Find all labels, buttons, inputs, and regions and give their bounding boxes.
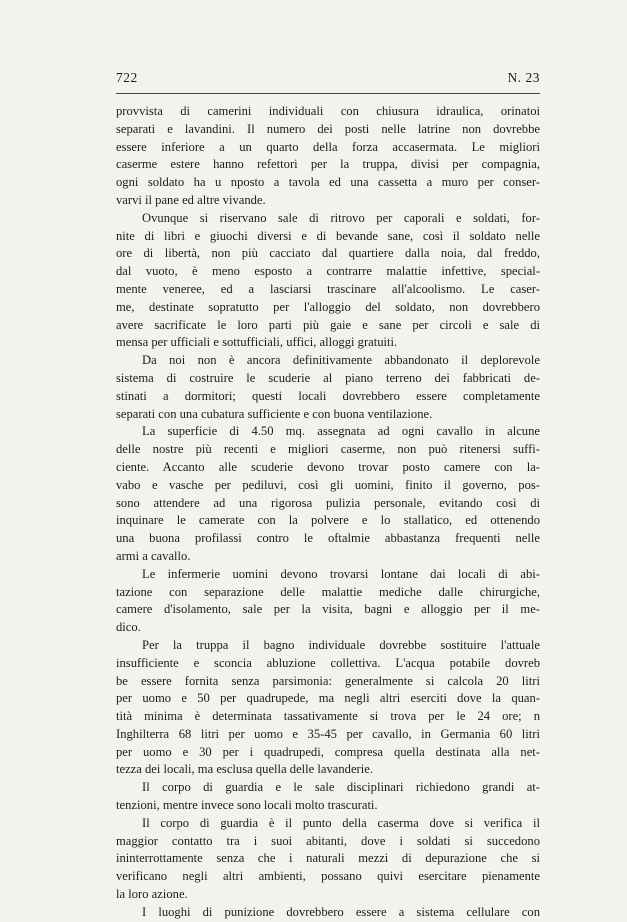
body-text [116, 103, 540, 922]
text-line: sistema di costruire le scuderie al piano terreno dei fabbricati de- [116, 370, 540, 385]
text-line: tenzioni, mentre invece sono locali molto trascurati. [116, 798, 378, 813]
text-line: caserme estere hanno refettori per la truppa, divisi per compagnia, [116, 157, 540, 172]
text-line: separati con una cubatura sufficiente e con buona ventilazione. [116, 406, 433, 421]
text-line: tazione con separazione delle malattie mediche dalle chirurgiche, [116, 584, 540, 599]
text-line: Il corpo di guardia e le sale disciplinari richiedono grandi at- [142, 780, 540, 795]
text-line: essere inferiore a un quarto della forza accasermata. Le migliori [116, 139, 540, 154]
text-line: ore di libertà, non più cacciato dal quartiere dalla noia, dal freddo, [116, 246, 540, 261]
text-line: insufficiente e sconcia abluzione collettiva. L'acqua potabile dovreb [116, 655, 540, 670]
text-line: Da noi non è ancora definitivamente abbandonato il deplorevole [142, 353, 540, 368]
text-line: tità minima è determinata tassativamente si trova per le 24 ore; n [116, 709, 540, 724]
text-line: avere sacrificate le loro parti più gaie e sane per circoli e sale di [116, 317, 540, 332]
text-line: camere d'isolamento, sale per la visita, bagni e alloggio per il me- [116, 602, 540, 617]
text-line: be essere fornita senza parsimonia: generalmente si calcola 20 litri [116, 673, 540, 688]
text-line: armi a cavallo. [116, 548, 191, 563]
text-line: maggior contatto tra i suoi abitanti, dove i soldati si succedono [116, 833, 540, 848]
text-line: Per la truppa il bagno individuale dovrebbe sostituire l'attuale [142, 637, 540, 652]
text-line: La superficie di 4.50 mq. assegnata ad ogni cavallo in alcune [142, 424, 540, 439]
text-line: la loro azione. [116, 887, 188, 902]
text-line: me, destinate sopratutto per l'alloggio del soldato, non dovrebbero [116, 299, 540, 314]
text-line: vabo e vasche per pediluvi, così gli uomini, finito il governo, pos- [116, 477, 540, 492]
text-line: mente veneree, ed a lasciarsi trascinare all'alcoolismo. Le caser- [116, 281, 540, 296]
text-line: nite di libri e giuochi diversi e di bevande sane, così il soldato nelle [116, 228, 540, 243]
text-line: tezza dei locali, ma esclusa quella delle lavanderie. [116, 762, 373, 777]
text-line: ininterrottamente senza che i naturali mezzi di depurazione che si [116, 851, 540, 866]
running-header [116, 70, 540, 86]
text-line: dico. [116, 620, 141, 635]
text-line: mensa per ufficiali e sottufficiali, uffici, alloggi gratuiti. [116, 335, 398, 350]
text-line: I luoghi di punizione dovrebbero essere a sistema cellulare con [142, 904, 540, 919]
text-line: Inghilterra 68 litri per uomo e 35-45 per cavallo, in Germania 60 litri [116, 726, 540, 741]
header-rule [116, 93, 540, 94]
text-line: per uomo e 50 per quadrupede, ma negli altri eserciti dove la quan- [116, 691, 540, 706]
text-line: verificano negli altri ambienti, possano quivi esercitare pienamente [116, 869, 540, 884]
text-line: una buona profilassi contro le oftalmie abbastanza frequenti nelle [116, 531, 540, 546]
text-line: varvi il pane ed altre vivande. [116, 192, 266, 207]
text-line: separati e lavandini. Il numero dei posti nelle latrine non dovrebbe [116, 121, 540, 136]
text-line: delle nostre più recenti e migliori caserme, non può ritenersi suffi- [116, 442, 540, 457]
text-line: provvista di camerini individuali con chiusura idraulica, orinatoi [116, 104, 540, 118]
text-line: sono attendere ad una rigorosa pulizia personale, evitando così di [116, 495, 540, 510]
text-line: Il corpo di guardia è il punto della caserma dove si verifica il [142, 815, 540, 830]
text-line: Ovunque si riservano sale di ritrovo per caporali e soldati, for- [142, 210, 540, 225]
text-line: inquinare le camerate con la polvere e lo stallatico, ed ottenendo [116, 513, 540, 528]
text-line: stinati a dormitori; questi locali dovrebbero essere completamente [116, 388, 540, 403]
text-line: dal vuoto, è meno esposto a contrarre malattie infettive, special- [116, 264, 540, 279]
page-number: 722 [116, 70, 138, 85]
text-line: Le infermerie uomini devono trovarsi lontane dai locali di abi- [142, 566, 540, 581]
text-line: per uomo e 30 per i quadrupedi, compresa quella destinata alla net- [116, 744, 540, 759]
text-line: ogni soldato ha u nposto a tavola ed una cassetta a muro per conser- [116, 175, 540, 190]
issue-number: N. 23 [507, 70, 540, 85]
text-line: ciente. Accanto alle scuderie devono trovar posto camere con la- [116, 459, 540, 474]
